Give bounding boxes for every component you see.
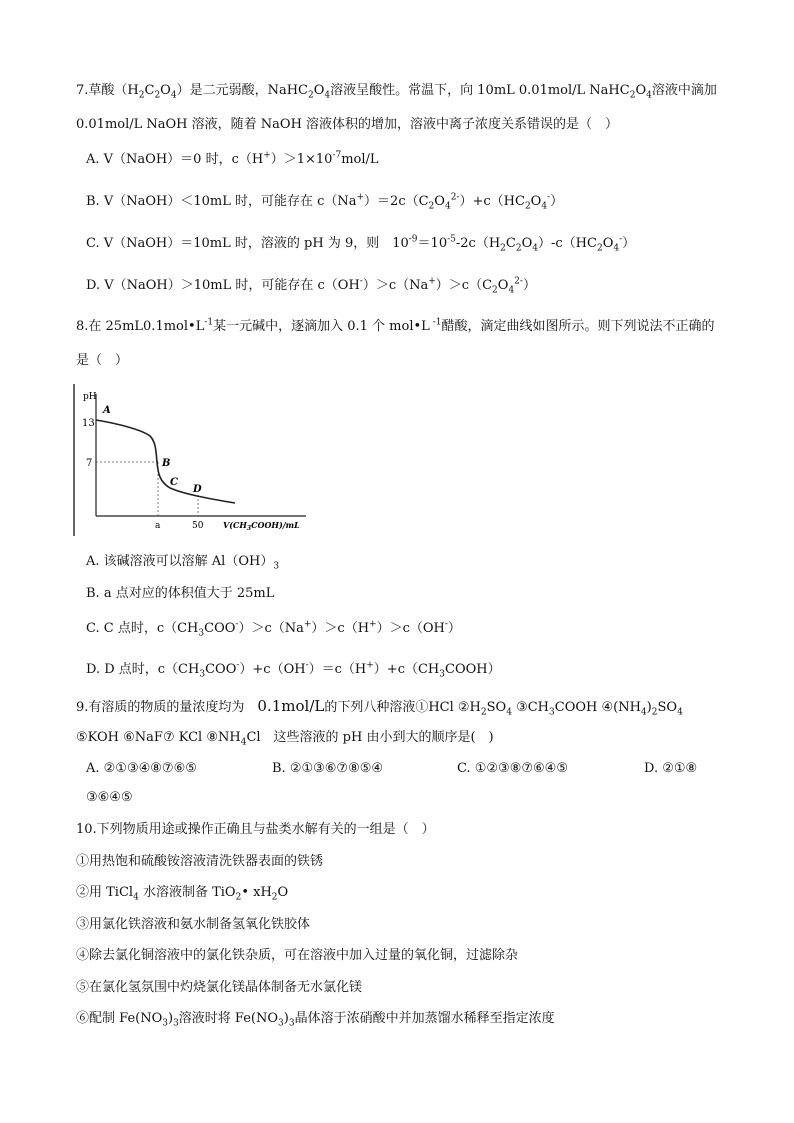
q10-item-2: ②用 TiCl$_4$ 水溶液制备 TiO$_2$• $xH_2O$ [76,885,289,903]
q8-stem-line1: 8.在 $25mL0.1mol•L^{-1}$某一元碱中，逐滴加入 0.1 个 mol•L $^{-1}$醋酸，滴定曲线如图所示。则下列说法不正确的 [76,317,715,334]
q9-option-d: D. ②①⑧ [644,761,698,776]
q8-option-b: B. a 点对应的体积值大于 25mL [86,586,275,601]
q9-option-a: A. ②①③④⑧⑦⑥⑤ [86,761,197,776]
q8-stem-line2: 是（ ） [76,353,129,368]
y-axis-label: pH [83,392,97,402]
point-a-label: A [103,405,111,416]
q7-option-c: C. V（NaOH）＝10mL 时，溶液的 pH 为 9，则 $10^{-9}=10^{-5}-2c(H_2C_2O_4)-c(HC_2O_4^-)$ [86,234,636,254]
q7-option-a: A. V（NaOH）＝0 时，$c(H^+)>1\times 10^{-7}mol/L$ [86,150,379,167]
q7-option-d: D. V（NaOH）＞10mL 时，可能存在 $c(OH^-)>c(Na^+)>c(C_2O_4^{2-})$ [86,276,536,296]
q9-stem-line2: ⑤KOH ⑥NaF⑦ KCl $⑧NH_4Cl$ 这些溶液的 pH 由小到大的顺序是( ) [76,730,494,748]
y-tick-7: 7 [86,458,93,469]
q10-stem: 10.下列物质用途或操作正确且与盐类水解有关的一组是（ ） [76,822,435,837]
q10-item-3: ③用氯化铁溶液和氨水制备氢氧化铁胶体 [76,917,311,932]
point-d-label: D [193,484,202,495]
point-b-label: B [162,458,171,469]
x-tick-a: a [155,521,161,531]
point-c-label: C [170,477,178,488]
q7-stem-line1: 7.草酸$(H_2C_2O_4)$是二元弱酸，$NaHC_2O_4$溶液呈酸性。常温下，向 10mL 0.01mol/L $NaHC_2O_4$溶液中滴加 [76,83,717,101]
x-axis-label: $V(CH_3COOH)/mL$ [223,520,300,532]
q10-item-5: ⑤在氯化氢氛围中灼烧氯化镁晶体制备无水氯化镁 [76,980,363,995]
q8-option-d: D. D 点时，$c(CH_3COO^-)+c(OH^-)=c(H^+)+c(CH_3COOH)$ [86,660,501,680]
q10-item-6: ⑥配制 $Fe(NO_3)_3$溶液时将 $Fe(NO_3)_3$晶体溶于浓硝酸中并加蒸馏水稀释至指定浓度 [76,1011,555,1029]
q9-option-c: C. ①②③⑧⑦⑥④⑤ [457,761,568,776]
q10-item-1: ①用热饱和硫酸铵溶液清洗铁器表面的铁锈 [76,854,324,869]
q8-option-a: A. 该碱溶液可以溶解 $Al(OH)_3$ [86,554,280,572]
y-tick-13: 13 [82,418,95,429]
q7-stem-line2: 0.01mol/L NaOH 溶液，随着 NaOH 溶液体积的增加，溶液中离子浓度关系错误的是（ ） [76,117,619,132]
q10-item-4: ④除去氯化铜溶液中的氯化铁杂质，可在溶液中加入过量的氧化铜，过滤除杂 [76,948,519,963]
q8-option-c: C. C 点时，$c(CH_3COO^-)>c(Na^+)>c(H^+)>c(OH^-)$ [86,619,461,639]
q9-option-b: B. ②①③⑥⑦⑧⑤④ [272,761,384,776]
concentration-value: 0.1mol/L [257,697,325,715]
x-tick-50: 50 [192,521,204,531]
q7-option-b: B. V（NaOH）＜10mL 时，可能存在 $c(Na^+)=2c(C_2O_4^{2-})+c(HC_2O_4^-)$ [86,192,564,212]
q9-option-d-cont: ③⑥④⑤ [86,790,133,805]
titration-curve-graph [70,382,310,540]
q9-stem-line1: 9.有溶质的物质的量浓度均为 0.1mol/L的下列八种溶液①HCl $②H_2SO_4$ $③CH_3COOH$ $④(NH_4)_2SO_4$ [76,697,683,718]
